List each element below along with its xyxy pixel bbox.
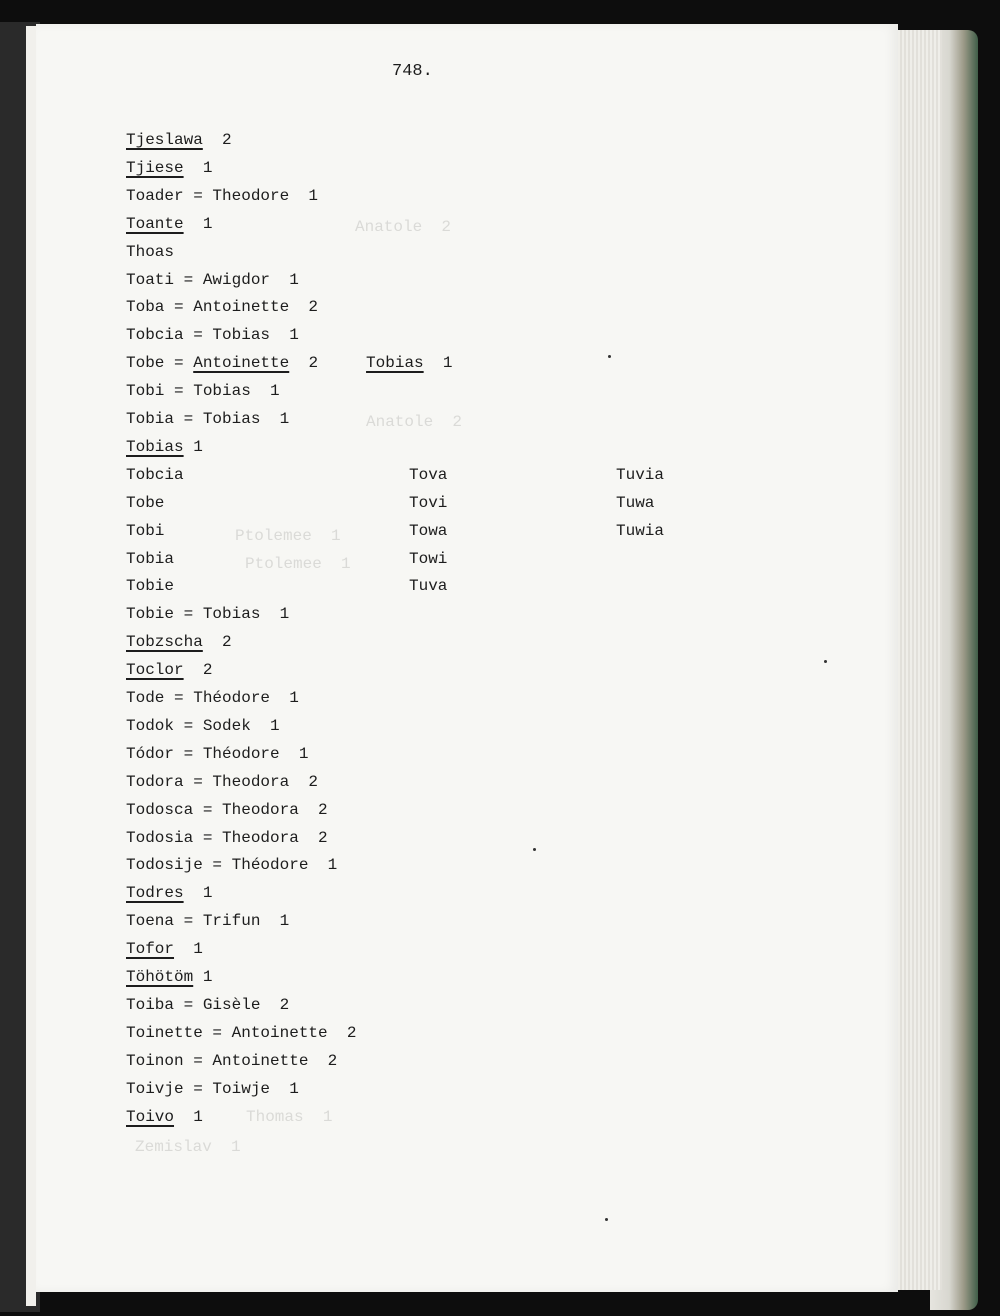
entry-row <box>126 242 174 262</box>
entry-row <box>126 437 203 457</box>
entry-count: 1 <box>193 968 213 986</box>
column-name: Tuva <box>409 577 448 596</box>
entry-name: Todok = Sodek 1 <box>126 716 280 735</box>
entry-count: 1 <box>183 214 213 233</box>
facing-page-edge <box>26 26 36 1306</box>
entry-row <box>126 828 328 848</box>
entry-row <box>126 772 318 792</box>
entry-count: 1 <box>183 437 203 456</box>
entry-name: Toader = Theodore 1 <box>126 186 319 205</box>
bleed-through-text: Ptolemee 1 <box>235 527 341 545</box>
entry-count: 2 <box>202 131 232 149</box>
paper-speck <box>533 848 536 851</box>
entry-name: Toivo <box>126 1107 175 1126</box>
entry-name: Toivje = Toiwje 1 <box>126 1079 299 1098</box>
entry-row <box>126 660 212 680</box>
entry-name: Tódor = Théodore 1 <box>126 744 309 763</box>
entry-row <box>126 939 203 959</box>
entry-row <box>126 911 289 931</box>
entry-name: Toati = Awigdor 1 <box>126 270 299 289</box>
entry-name: Toinette = Antoinette 2 <box>126 1023 357 1042</box>
paper-speck <box>605 1218 608 1221</box>
entry-count: 2 <box>289 354 367 373</box>
entry-row <box>126 883 212 903</box>
entry-name: Tobie = Tobias 1 <box>126 605 290 624</box>
bleed-through-text: Anatole 2 <box>366 413 463 431</box>
entry-name: Tobe = <box>126 354 194 373</box>
entry-row <box>126 214 212 234</box>
column-name: Tova <box>409 465 448 484</box>
entry-name: Todres <box>126 884 184 903</box>
column-name: Tuwa <box>616 493 655 512</box>
entry-row <box>126 576 174 596</box>
entry-count: 1 <box>183 158 213 177</box>
entry-row <box>126 604 289 624</box>
entry-row <box>126 493 164 513</box>
entry-row <box>126 1051 337 1071</box>
entry-row <box>126 632 232 652</box>
entry-row <box>126 1107 203 1127</box>
column-name: Tovi <box>409 493 448 512</box>
entry-name: Tjiese <box>126 158 184 177</box>
entry-row <box>126 967 212 987</box>
entry-row <box>126 270 299 290</box>
entry-name: Tobia = Tobias 1 <box>126 410 290 428</box>
entry-name: Todora = Theodora 2 <box>126 772 319 791</box>
entry-row <box>126 549 174 569</box>
entry-row <box>126 716 280 736</box>
paper-speck <box>824 660 827 663</box>
entry-row <box>126 353 452 373</box>
column-name: Towi <box>409 549 448 568</box>
entry-name: Todosca = Theodora 2 <box>126 800 328 819</box>
entry-name: Tobzscha <box>126 633 203 652</box>
entry-row <box>126 186 318 206</box>
entry-row <box>126 688 299 708</box>
entry-row <box>126 995 289 1015</box>
entry-name: Tobia <box>126 549 175 568</box>
bleed-through-text: Zemislav 1 <box>135 1138 241 1156</box>
entry-name: Tobcia <box>126 465 184 484</box>
entry-name: Tjeslawa <box>126 131 203 149</box>
entry-name: Toiba = Gisèle 2 <box>126 995 290 1014</box>
page-number: 748. <box>392 62 433 81</box>
entry-link: Antoinette <box>193 354 290 373</box>
entry-name: Toba = Antoinette 2 <box>126 298 319 317</box>
bleed-through-text: Anatole 2 <box>355 218 452 236</box>
entry-row <box>126 130 232 150</box>
entry-name: Töhötöm <box>126 968 194 986</box>
entry-row <box>126 158 212 178</box>
entry-count: 1 <box>174 940 203 959</box>
entry-row <box>126 1023 356 1043</box>
entry-name: Toante <box>126 214 184 233</box>
entry-name: Toena = Trifun 1 <box>126 912 290 931</box>
entry-name: Thoas <box>126 242 175 261</box>
entry-name: Tobie <box>126 577 175 596</box>
entry-count: 1 <box>183 884 213 903</box>
entry-row <box>126 800 328 820</box>
bleed-through-text: Thomas 1 <box>246 1108 333 1126</box>
entry-row <box>126 465 184 485</box>
entry-name: Todosia = Theodora 2 <box>126 828 328 847</box>
entry-name: Tode = Théodore 1 <box>126 689 299 707</box>
entry-name: Tobi = Tobias 1 <box>126 382 280 401</box>
column-name: Tuwia <box>616 521 665 540</box>
entry-row <box>126 1079 299 1099</box>
bleed-through-text: Ptolemee 1 <box>245 555 351 573</box>
entry-link: Tobias <box>366 354 424 373</box>
entry-row <box>126 409 289 429</box>
entry-name: Tobe <box>126 493 165 512</box>
entry-row <box>126 521 164 541</box>
entry-name: Toinon = Antoinette 2 <box>126 1051 338 1070</box>
entry-row <box>126 297 318 317</box>
entry-row <box>126 325 299 345</box>
entry-row <box>126 744 308 764</box>
entry-name: Tofor <box>126 940 175 959</box>
entry-count: 1 <box>423 354 453 373</box>
entry-name: Toclor <box>126 661 184 680</box>
entry-row <box>126 855 337 875</box>
entry-count: 2 <box>202 633 232 652</box>
entry-name: Tobi <box>126 521 165 540</box>
entry-name: Todosije = Théodore 1 <box>126 856 338 875</box>
entry-name: Tobias <box>126 437 184 456</box>
paper-speck <box>608 355 611 358</box>
column-name: Towa <box>409 521 448 540</box>
entry-count: 2 <box>183 661 213 680</box>
entry-name: Tobcia = Tobias 1 <box>126 326 299 345</box>
entry-count: 1 <box>174 1107 203 1126</box>
entry-row <box>126 381 280 401</box>
column-name: Tuvia <box>616 465 665 484</box>
